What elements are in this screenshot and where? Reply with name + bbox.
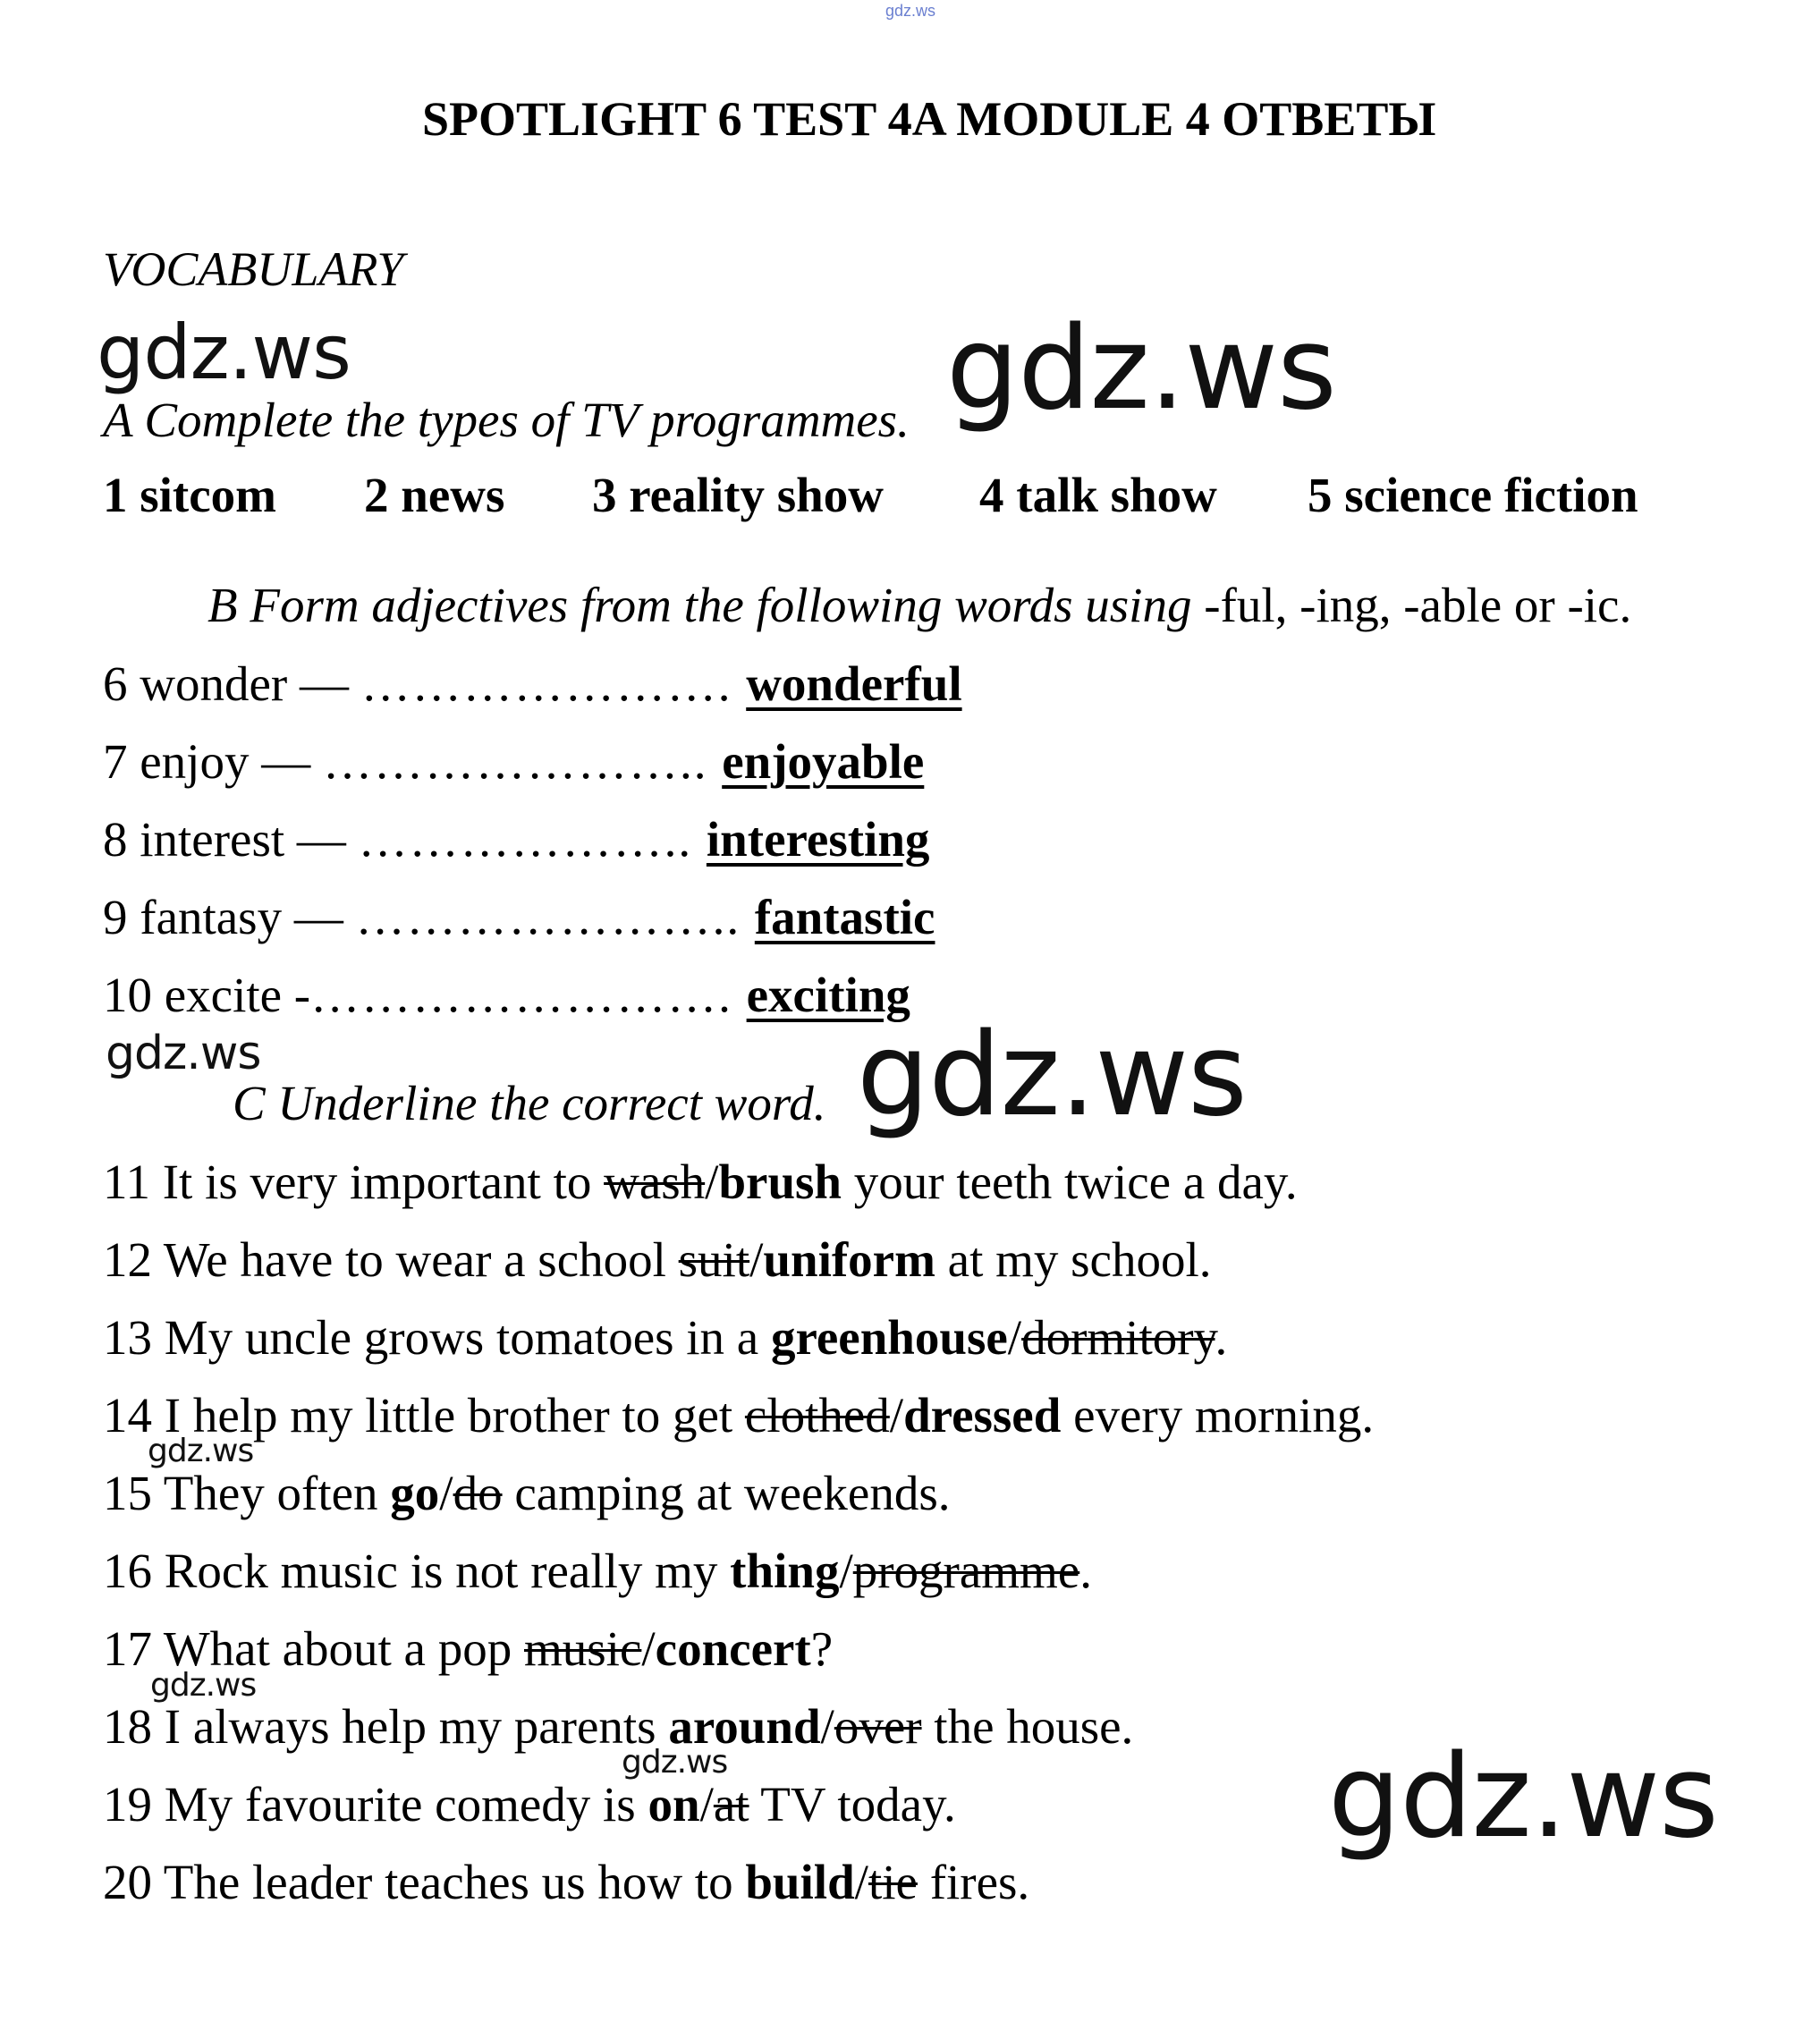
- c-item-chosen: thing: [730, 1544, 840, 1598]
- b-item-9: [103, 889, 935, 945]
- tv-answer-5: 5 science fiction: [1308, 468, 1638, 522]
- c-item-crossed: wash: [604, 1155, 706, 1209]
- section-b-instruction-text: B Form adjectives from the following words using: [207, 578, 1192, 632]
- c-item-text-after: TV today.: [749, 1777, 956, 1832]
- watermark-small-2: gdz.ws: [148, 1433, 254, 1469]
- c-item-14: 14 I help my little brother to get clothed/dressed every morning.: [103, 1388, 1375, 1442]
- c-item-text-after: ?: [810, 1621, 834, 1676]
- b-item-prompt: 7 enjoy —: [103, 734, 323, 789]
- b-item-answer: interesting: [706, 812, 930, 867]
- b-item-dots: …………………….: [310, 968, 747, 1022]
- c-item-text: My uncle grows tomatoes in a: [164, 1310, 771, 1365]
- c-item-crossed: over: [834, 1699, 922, 1754]
- top-watermark: gdz.ws: [885, 2, 936, 20]
- tv-answer-1: 1 sitcom: [103, 468, 276, 522]
- c-item-number: 16: [103, 1544, 165, 1598]
- c-item-crossed: clothed: [744, 1388, 890, 1442]
- c-item-chosen: dressed: [903, 1388, 1062, 1442]
- c-item-text: I help my little brother to get: [164, 1388, 745, 1442]
- section-a-instruction: A Complete the types of TV programmes.: [103, 393, 910, 447]
- c-item-17: 17 What about a pop music/concert?: [103, 1621, 834, 1676]
- watermark-small-4: gdz.ws: [622, 1744, 728, 1781]
- section-c-instruction: C Underline the correct word.: [233, 1076, 826, 1130]
- c-item-number: 19: [103, 1777, 165, 1832]
- c-item-text-after: every morning.: [1061, 1388, 1375, 1442]
- tv-answer-3: 3 reality show: [592, 468, 884, 522]
- watermark-small-3: gdz.ws: [150, 1667, 257, 1704]
- watermark-small-1: gdz.ws: [106, 1027, 261, 1080]
- c-item-chosen: on: [648, 1777, 700, 1832]
- b-item-prompt: 9 fantasy —: [103, 890, 356, 944]
- c-item-crossed: at: [713, 1777, 749, 1832]
- b-item-6: [103, 656, 962, 712]
- tv-answer-4: 4 talk show: [979, 468, 1217, 522]
- c-item-crossed: dormitory: [1021, 1310, 1215, 1365]
- c-item-text: I always help my parents: [164, 1699, 669, 1754]
- section-b-instruction: [207, 577, 1631, 633]
- c-item-chosen: brush: [718, 1155, 842, 1209]
- c-item-chosen: around: [668, 1699, 821, 1754]
- c-item-text: The leader teaches us how to: [163, 1855, 746, 1909]
- c-item-text: My favourite comedy is: [164, 1777, 648, 1832]
- c-item-number: 17: [103, 1621, 164, 1676]
- c-item-crossed: do: [453, 1466, 503, 1520]
- b-item-dots: ………………..: [358, 812, 707, 867]
- c-item-text-after: camping at weekends.: [502, 1466, 951, 1520]
- section-b-suffixes: -ful, -ing, -able or -ic.: [1191, 578, 1632, 632]
- c-item-chosen: build: [745, 1855, 855, 1909]
- c-item-number: 20: [103, 1855, 164, 1909]
- b-item-answer: enjoyable: [722, 734, 925, 789]
- c-item-12: 12 We have to wear a school suit/uniform at my school.: [103, 1232, 1212, 1287]
- b-item-prompt: 10 excite -: [103, 968, 311, 1022]
- c-item-number: 13: [103, 1310, 165, 1365]
- vocabulary-heading: VOCABULARY: [103, 242, 404, 296]
- c-item-13: 13 My uncle grows tomatoes in a greenhouse/dormitory.: [103, 1310, 1228, 1365]
- c-item-text-after: at my school.: [935, 1232, 1212, 1287]
- c-item-chosen: concert: [655, 1621, 811, 1676]
- c-item-crossed: programme: [852, 1544, 1080, 1598]
- c-item-number: 11: [103, 1155, 163, 1209]
- c-item-text-after: .: [1215, 1310, 1228, 1365]
- b-item-dots: …………………..: [355, 890, 755, 944]
- c-item-text-after: .: [1079, 1544, 1092, 1598]
- c-item-text-after: fires.: [917, 1855, 1030, 1909]
- c-item-number: 14: [103, 1388, 165, 1442]
- c-item-chosen: greenhouse: [770, 1310, 1008, 1365]
- c-item-16: 16 Rock music is not really my thing/programme.: [103, 1544, 1092, 1598]
- c-item-chosen: go: [390, 1466, 440, 1520]
- b-item-prompt: 6 wonder —: [103, 656, 361, 711]
- b-item-dots: …………………..: [322, 734, 723, 789]
- tv-answer-2: 2 news: [364, 468, 505, 522]
- watermark-large-1: gdz.ws: [946, 302, 1336, 436]
- b-item-answer: exciting: [746, 968, 910, 1022]
- c-item-number: 18: [103, 1699, 165, 1754]
- c-item-crossed: tie: [868, 1855, 918, 1909]
- c-item-crossed: music: [523, 1621, 642, 1676]
- c-item-text-after: your teeth twice a day.: [842, 1155, 1298, 1209]
- b-item-answer: wonderful: [746, 656, 962, 711]
- b-item-prompt: 8 interest —: [103, 812, 359, 867]
- c-item-text: They often: [163, 1466, 391, 1520]
- b-item-7: [103, 733, 924, 790]
- c-item-11: 11 It is very important to wash/brush your teeth twice a day.: [103, 1155, 1298, 1209]
- c-item-18: 18 I always help my parents around/over the house.: [103, 1699, 1134, 1754]
- page-title: SPOTLIGHT 6 TEST 4A MODULE 4 ОТВЕТЫ: [422, 92, 1436, 146]
- b-item-dots: ………………….: [360, 656, 747, 711]
- c-item-20: 20 The leader teaches us how to build/tie fires.: [103, 1855, 1030, 1909]
- c-item-text: We have to wear a school: [163, 1232, 679, 1287]
- c-item-number: 12: [103, 1232, 164, 1287]
- watermark-medium-1: gdz.ws: [97, 309, 351, 396]
- b-item-answer: fantastic: [754, 890, 935, 944]
- c-item-crossed: suit: [678, 1232, 750, 1287]
- c-item-text: Rock music is not really my: [164, 1544, 731, 1598]
- watermark-large-3: gdz.ws: [1328, 1730, 1718, 1864]
- c-item-text: It is very important to: [162, 1155, 605, 1209]
- watermark-large-2: gdz.ws: [857, 1009, 1247, 1142]
- c-item-15: 15 They often go/do camping at weekends.: [103, 1466, 951, 1520]
- c-item-text: What about a pop: [163, 1621, 524, 1676]
- c-item-chosen: uniform: [763, 1232, 935, 1287]
- c-item-19: 19 My favourite comedy is on/at TV today.: [103, 1777, 956, 1832]
- b-item-10: [103, 967, 910, 1023]
- b-item-8: [103, 811, 929, 867]
- c-item-number: 15: [103, 1466, 164, 1520]
- c-item-text-after: the house.: [921, 1699, 1134, 1754]
